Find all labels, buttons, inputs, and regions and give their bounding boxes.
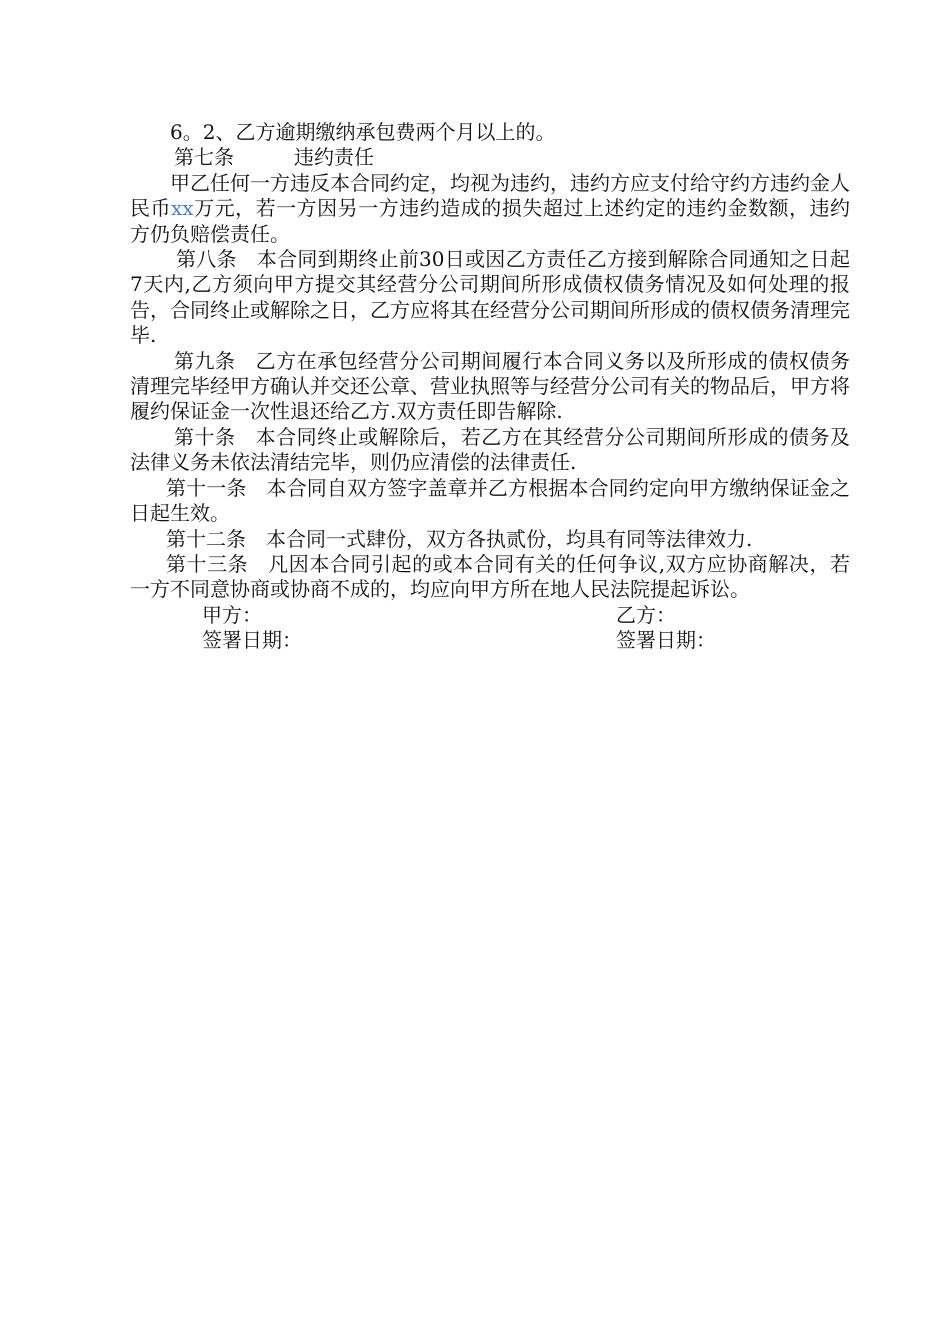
party-a-date-label: 签署日期：: [202, 628, 302, 653]
clause-11-text: 本合同自双方签字盖章并乙方根据本合同约定向甲方缴纳保证金之日起生效。: [130, 475, 850, 526]
clause-8: [130, 247, 850, 349]
clause-13-text: 凡因本合同引起的或本合同有关的任何争议,双方应协商解决，若一方不同意协商或协商不成的，均应向甲方所在地人民法院提起诉讼。: [130, 551, 851, 602]
clause-7-heading: [130, 145, 850, 170]
clause-10-title: 第十条: [174, 424, 236, 449]
clause-9-text: 乙方在承包经营分公司期间履行本合同义务以及所形成的债权债务清理完毕经甲方确认并交还公章、营业执照等与经营分公司有关的物品后，甲方将履约保证金一次性退还给乙方.双方责任即告解除.: [130, 348, 851, 424]
clause-12: [130, 527, 850, 552]
clause-7-text-after: 万元，若一方因另一方违约造成的损失超过上述约定的违约金数额，违约方仍负赔偿责任。: [130, 196, 851, 246]
clause-13-title: 第十三条: [166, 551, 249, 576]
signature-row-parties: [130, 603, 850, 628]
clause-9-title: 第九条: [174, 348, 236, 373]
signature-row-dates: [130, 628, 850, 653]
clause-9: [130, 349, 850, 425]
clause-10: [130, 425, 850, 476]
party-a-label: 甲方：: [202, 602, 262, 627]
clause-8-text: 本合同到期终止前30日或因乙方责任乙方接到解除合同通知之日起7天内,乙方须向甲方提交其经营分公司期间所形成债权债务情况及如何处理的报告，合同终止或解除之日，乙方应将其在经营分公司期间所形成的债权债务清理完毕.: [130, 247, 850, 348]
clause-7-title: 第七条: [174, 145, 234, 170]
clause-7-heading-text: 违约责任: [294, 145, 374, 170]
clause-7-body: [130, 171, 850, 247]
clause-12-title: 第十二条: [166, 526, 246, 551]
clause-8-title: 第八条: [176, 247, 237, 272]
party-b-label: 乙方：: [616, 602, 676, 627]
clause-6-2: [130, 120, 850, 145]
party-b-date-label: 签署日期：: [616, 628, 716, 653]
clause-6-2-text: 6。2、乙方逾期缴纳承包费两个月以上的。: [170, 120, 556, 144]
contract-page: [130, 120, 850, 654]
clause-11-title: 第十一条: [166, 475, 247, 500]
clause-7-text-before: 甲乙任何一方违反本合同约定，均视为违约，违约方应支付给守约方违约金人民币: [130, 170, 850, 221]
clause-11: [130, 476, 850, 527]
penalty-amount-placeholder: xx: [171, 196, 194, 221]
clause-13: [130, 552, 850, 603]
clause-10-text: 本合同终止或解除后，若乙方在其经营分公司期间所形成的债务及法律义务未依法清结完毕，则仍应清偿的法律责任.: [130, 424, 851, 475]
clause-12-text: 本合同一式肆份，双方各执贰份，均具有同等法律效力.: [266, 526, 753, 551]
